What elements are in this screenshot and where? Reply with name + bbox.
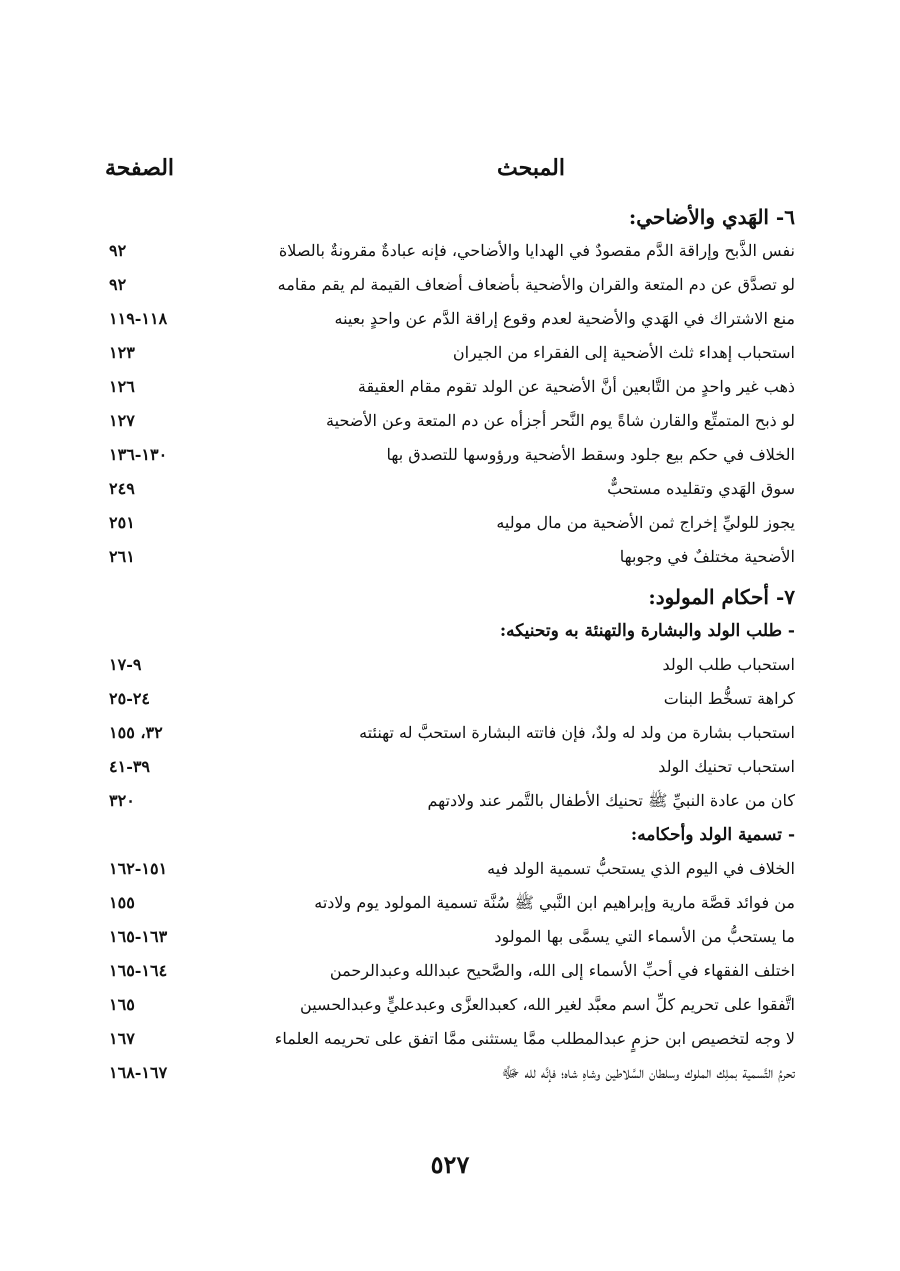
entry-text: نفس الذَّبح وإراقة الدَّم مقصودٌ في الهدايا والأضاحي، فإنه عبادةٌ مقرونةٌ بالصلاة — [278, 241, 795, 260]
entry-page: ٩٢ — [109, 275, 127, 294]
entry-page: ١٢٣ — [109, 343, 135, 362]
section-title: ٦- الهَدي والأضاحي: — [628, 205, 795, 229]
entry-page: ١٦٥ — [109, 995, 135, 1014]
index-content — [105, 200, 795, 1090]
index-row — [105, 370, 795, 404]
entry-text: استحباب تحنيك الولد — [658, 757, 795, 776]
index-row — [105, 540, 795, 574]
entry-page: ٩٢ — [109, 241, 127, 260]
entry-page: ٢٤٩ — [109, 479, 135, 498]
entry-page: ٣٢، ١٥٥ — [109, 723, 163, 742]
entry-page: ٢٤-٢٥ — [109, 689, 151, 708]
entry-page: ٩-١٧ — [109, 655, 142, 674]
page-column-label: الصفحة — [105, 155, 175, 181]
entry-page: ٢٥١ — [109, 513, 135, 532]
index-row — [105, 438, 795, 472]
index-row — [105, 302, 795, 336]
index-row — [105, 954, 795, 988]
entry-page: ١٦٧-١٦٨ — [109, 1063, 168, 1082]
entry-text: اختلف الفقهاء في أحبِّ الأسماء إلى الله، والصَّحيح عبدالله وعبدالرحمن — [329, 961, 795, 980]
subsection-title: - تسمية الولد وأحكامه: — [630, 825, 795, 845]
index-row — [105, 648, 795, 682]
entry-text: من فوائد قصَّة مارية وإبراهيم ابن النَّبي ﷺ سُنَّة تسمية المولود يوم ولادته — [314, 893, 795, 912]
entry-page: ١٢٧ — [109, 411, 135, 430]
entry-text: كراهة تسخُّط البنات — [663, 689, 795, 708]
entry-text: كان من عادة النبيِّ ﷺ تحنيك الأطفال بالتَّمر عند ولادتهم — [427, 791, 795, 810]
entry-text: سوق الهَدي وتقليده مستحبٌّ — [607, 479, 795, 498]
index-row — [105, 988, 795, 1022]
subsection-title: - طلب الولد والبشارة والتهنئة به وتحنيكه: — [499, 621, 795, 641]
entry-text: الخلاف في حكم بيع جلود وسقط الأضحية ورؤوسها للتصدق بها — [386, 445, 795, 464]
index-row — [105, 336, 795, 370]
entry-text: اتَّفقوا على تحريم كلِّ اسم معبَّد لغير الله، كعبدالعزَّى وعبدعليٍّ وعبدالحسين — [300, 995, 795, 1014]
entry-text: ما يستحبُّ من الأسماء التي يسمَّى بها المولود — [494, 927, 795, 946]
topic-column-label: المبحث — [497, 155, 565, 181]
subsection-2-list — [105, 852, 795, 1090]
index-row — [105, 1022, 795, 1056]
entry-page: ١٣٠-١٣٦ — [109, 445, 168, 464]
entry-page: ١١٨-١١٩ — [109, 309, 168, 328]
index-row — [105, 268, 795, 302]
index-row — [105, 886, 795, 920]
entry-page: ٢٦١ — [109, 547, 135, 566]
index-row — [105, 716, 795, 750]
entry-text: لو ذبح المتمتِّع والقارن شاةً يوم النَّحر أجزأه عن دم المتعة وعن الأضحية — [326, 411, 795, 430]
section-6-list — [105, 234, 795, 574]
entry-text: منع الاشتراك في الهَدي والأضحية لعدم وقوع إراقة الدَّم عن واحدٍ بعينه — [334, 309, 795, 328]
entry-text: الأضحية مختلفٌ في وجوبها — [619, 547, 795, 566]
index-row — [105, 404, 795, 438]
entry-text: يجوز للوليِّ إخراج ثمن الأضحية من مال موليه — [496, 513, 795, 532]
entry-text: استحباب طلب الولد — [662, 655, 795, 674]
section-title: ٧- أحكام المولود: — [648, 585, 795, 609]
index-row — [105, 472, 795, 506]
index-row — [105, 784, 795, 818]
entry-page: ١٢٦ — [109, 377, 135, 396]
entry-text: استحباب بشارة من ولد له ولدٌ، فإن فاتته البشارة استحبَّ له تهنئته — [359, 723, 795, 742]
entry-text: لا وجه لتخصيص ابن حزمٍ عبدالمطلب ممَّا يستثنى ممَّا اتفق على تحريمه العلماء — [274, 1029, 795, 1048]
entry-text: ذهب غير واحدٍ من التَّابعين أنَّ الأضحية عن الولد تقوم مقام العقيقة — [357, 377, 795, 396]
entry-page: ١٦٣-١٦٥ — [109, 927, 168, 946]
entry-text: لو تصدَّق عن دم المتعة والقران والأضحية بأضعاف أضعاف القيمة لم يقم مقامه — [277, 275, 795, 294]
entry-text: تحرمُ التَّسمية بملِك الملوك وسلطان السَّلاطين وشاهِ شاه؛ فإنَّه لله ﷻ — [501, 1063, 795, 1082]
index-row — [105, 920, 795, 954]
index-row — [105, 234, 795, 268]
page-number: ٥٢٧ — [430, 1150, 470, 1179]
entry-page: ٣٢٠ — [109, 791, 135, 810]
index-row — [105, 852, 795, 886]
index-row — [105, 750, 795, 784]
entry-page: ١٥٥ — [109, 893, 135, 912]
entry-page: ١٥١-١٦٢ — [109, 859, 168, 878]
entry-page: ٣٩-٤١ — [109, 757, 151, 776]
entry-page: ١٦٤-١٦٥ — [109, 961, 168, 980]
index-header — [105, 155, 795, 195]
index-row — [105, 506, 795, 540]
entry-text: الخلاف في اليوم الذي يستحبُّ تسمية الولد فيه — [487, 859, 795, 878]
entry-text: استحباب إهداء ثلث الأضحية إلى الفقراء من الجيران — [452, 343, 795, 362]
index-row — [105, 682, 795, 716]
entry-page: ١٦٧ — [109, 1029, 135, 1048]
index-row — [105, 1056, 795, 1090]
subsection-1-list — [105, 648, 795, 818]
